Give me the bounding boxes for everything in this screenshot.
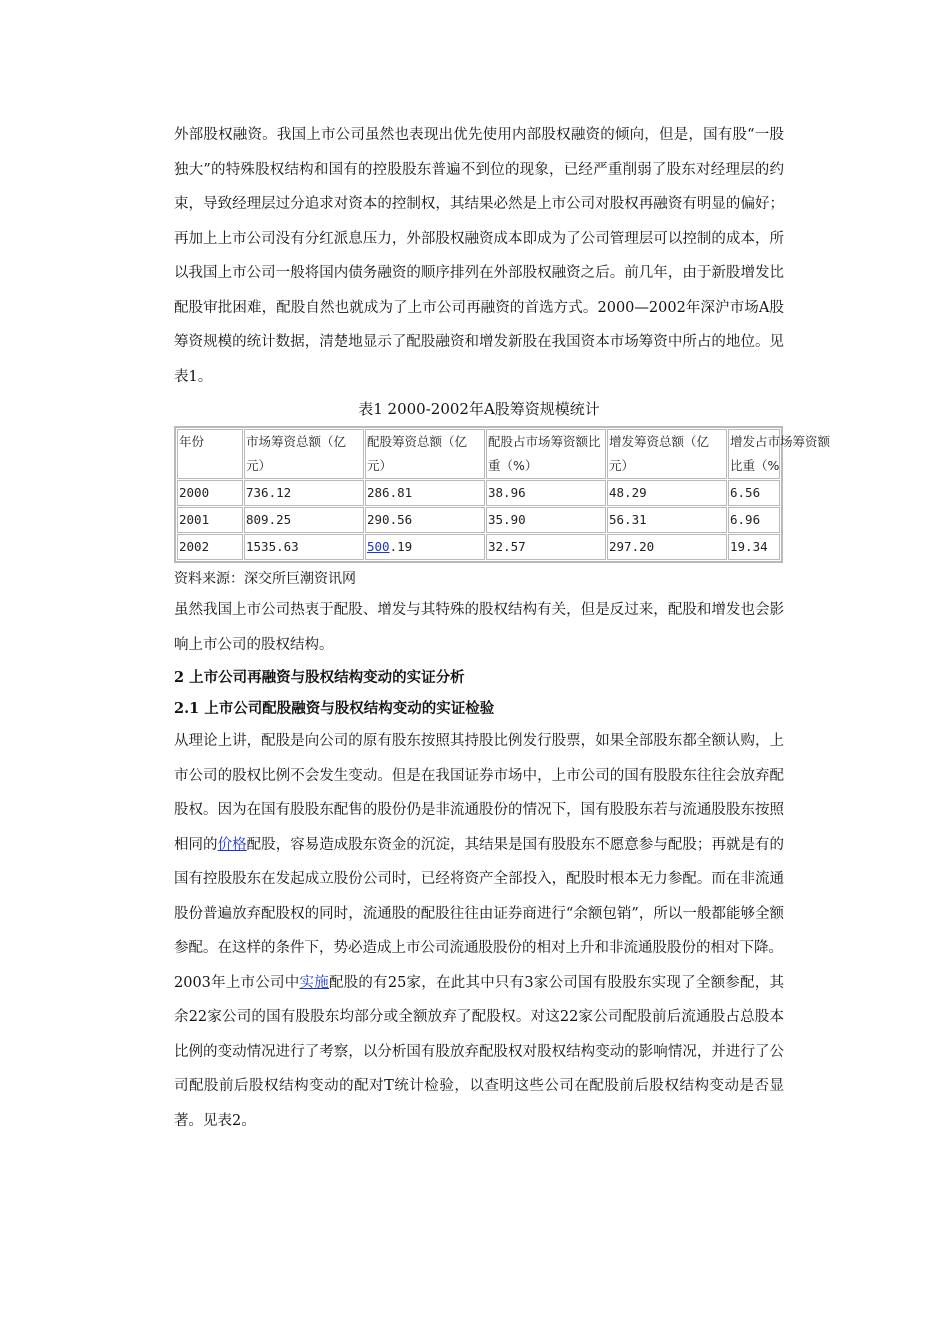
table-header-row — [177, 429, 780, 479]
paragraph-text: 配股的有25家，在此其中只有3家公司国有股股东实现了全额参配，其余22家公司的国有股股东均部分或全额放弃了配股权。对这22家公司配股前后流通股占总股本比例的变动情况进行了考察，以分析国有股放弃配股权对股权结构变动的影响情况，并进行了公司配股前后股权结构变动的配对T统计检验，以查明这些公司在配股前后股权结构变动是否显著。见表2。 — [174, 974, 784, 1129]
header-cell: 增发筹资总额（亿元） — [607, 429, 727, 479]
paragraph-rights: 虽然我国上市公司热衷于配股、增发与其特殊的股权结构有关，但是反过来，配股和增发也会影响上市公司的股权结构。 — [174, 602, 784, 653]
price-link[interactable]: 价格 — [217, 836, 247, 853]
header-cell: 市场筹资总额（亿元） — [244, 429, 364, 479]
table-cell: 2002 — [177, 534, 243, 560]
table-cell: 1535.63 — [244, 534, 364, 560]
table-cell — [365, 534, 485, 560]
table-cell: 297.20 — [607, 534, 727, 560]
table-cell: 290.56 — [365, 507, 485, 533]
header-cell — [728, 429, 831, 479]
document-page — [174, 118, 831, 1138]
table-cell: 32.57 — [486, 534, 606, 560]
table-cell: 2001 — [177, 507, 243, 533]
table-cell: 19.34 — [728, 534, 780, 560]
table-cell: 35.90 — [486, 507, 606, 533]
table-cell: 38.96 — [486, 480, 606, 506]
table-cell: 736.12 — [244, 480, 364, 506]
table-cell: 6.96 — [728, 507, 780, 533]
paragraph-intro: 外部股权融资。我国上市公司虽然也表现出优先使用内部股权融资的倾向，但是，国有股“一股独大”的特殊股权结构和国有的控股股东普遍不到位的现象，已经严重削弱了股东对经理层的约束，导致经理层过分追求对资本的控制权，其结果必然是上市公司对股权再融资有明显的偏好；再加上上市公司没有分红派息压力，外部股权融资成本即成为了公司管理层可以控制的成本，所以我国上市公司一般将国内债务融资的顺序排列在外部股权融资之后。前几年，由于新股增发比配股审批困难，配股自然也就成为了上市公司再融资的首选方式。2000—2002年深沪市场A股筹资规模的统计数据，清楚地显示了配股融资和增发新股在我国资本市场筹资中所占的地位。见表1。 — [174, 127, 784, 385]
table-cell: 2000 — [177, 480, 243, 506]
paragraph-text: 2003年上市公司中 — [174, 974, 300, 991]
table-row — [177, 534, 780, 560]
header-cell-text: 增发占市场筹资额比重（% — [730, 434, 831, 473]
table-cell: 56.31 — [607, 507, 727, 533]
paragraph-text: 配股，容易造成股东资金的沉淀，其结果是国有股股东不愿意参与配股；再就是有的国有控股股东在发起成立股份公司时，已经将资产全部投入，配股时根本无力参配。而在非流通股份普遍放弃配股权的同时，流通股的配股往往由证券商进行“余额包销”，所以一般都能够全额参配。在这样的条件下，势必造成上市公司流通股股份的相对上升和非流通股股份的相对下降。 — [174, 836, 785, 956]
subsection-heading: 2.1 上市公司配股融资与股权结构变动的实证检验 — [174, 700, 495, 717]
implement-link[interactable]: 实施 — [299, 974, 329, 991]
table-cell: 286.81 — [365, 480, 485, 506]
financing-table — [174, 426, 831, 563]
header-cell: 配股占市场筹资额比重（%） — [486, 429, 606, 479]
header-cell: 年份 — [177, 429, 243, 479]
source-note: 资料来源：深交所巨潮资讯网 — [174, 571, 356, 587]
table-row — [177, 507, 780, 533]
paragraph-theory — [174, 724, 784, 966]
section-heading: 2 上市公司再融资与股权结构变动的实证分析 — [174, 669, 465, 686]
table-caption: 表1 2000-2002年A股筹资规模统计 — [358, 400, 600, 418]
table-cell-rest: .19 — [389, 539, 413, 554]
table-cell: 809.25 — [244, 507, 364, 533]
table-row — [177, 480, 780, 506]
price-link-500[interactable]: 500 — [367, 539, 390, 554]
paragraph-2003 — [174, 966, 784, 1139]
table-cell: 48.29 — [607, 480, 727, 506]
paragraph-text: 从理论上讲，配股是向公司的原有股东按照其持股比例发行股票，如果全部股东都全额认购，上市公司的股权比例不会发生变动。但是在我国证券市场中，上市公司的国有股股东往往会放弃配股权。因为在国有股股东配售的股份仍是非流通股份的情况下，国有股股东若与流通股股东按照相同的 — [174, 733, 784, 853]
header-cell: 配股筹资总额（亿元） — [365, 429, 485, 479]
table-cell: 6.56 — [728, 480, 780, 506]
